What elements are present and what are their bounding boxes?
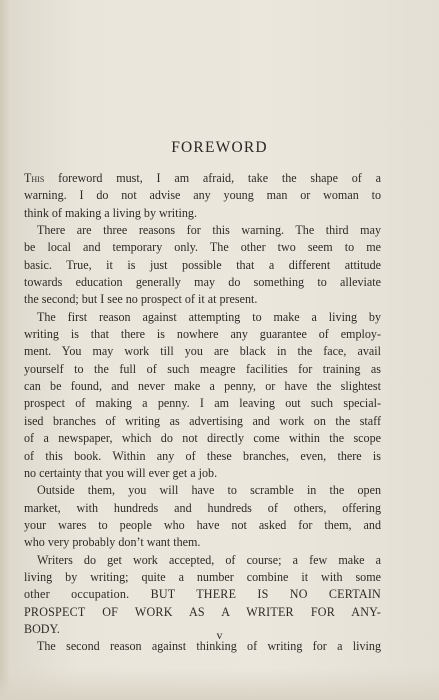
paragraph-2	[24, 222, 381, 309]
text-line: Outside them, you will have to scramble in the open	[37, 483, 381, 498]
text-line: other occupation. BUT THERE IS NO CERTAIN	[24, 587, 381, 602]
chapter-heading: FOREWORD	[171, 139, 268, 156]
paragraph-1	[24, 170, 381, 222]
text-line: writing is that there is nowhere any guarantee of employ-	[24, 327, 381, 342]
text-line: no certainty that you will ever get a job.	[24, 465, 218, 480]
page-gutter-shadow	[0, 0, 10, 700]
text-line: ment. You may work till you are black in the face, avail	[24, 344, 381, 359]
text-line: of this book. Within any of these branches, even, there is	[24, 448, 381, 463]
text-line: ised branches of writing as advertising and work on the staff	[24, 413, 381, 428]
paragraph-5	[24, 552, 381, 639]
text-line: The second reason against thinking of writing for a living	[37, 639, 381, 654]
text-line: of a newspaper, which do not directly come within the scope	[24, 431, 381, 446]
text-line: can be found, and never make a penny, or have the slightest	[24, 379, 381, 394]
text-line: who very probably don’t want them.	[24, 535, 201, 550]
text-line: prospect of making a penny. I am leaving out such special-	[24, 396, 381, 411]
text-line: warning. I do not advise any young man or woman to	[24, 188, 381, 203]
page-bottom-shadow	[0, 668, 439, 700]
page-number: v	[216, 628, 223, 642]
text-line: There are three reasons for this warning. The third may	[37, 223, 381, 238]
lead-word-small-caps: This	[24, 171, 45, 185]
text-line: towards education generally may do something to alleviate	[24, 275, 381, 290]
text-line: think of making a living by writing.	[24, 205, 197, 220]
text-line: PROSPECT OF WORK AS A WRITER FOR ANY-	[24, 604, 381, 619]
text-line: market, with hundreds and hundreds of others, offering	[24, 500, 381, 515]
text-line: The first reason against attempting to make a living by	[37, 309, 381, 324]
paragraph-3	[24, 309, 381, 482]
text-line: Writers do get work accepted, of course; a few make a	[37, 552, 381, 567]
text-line: your wares to people who have not asked for them, and	[24, 517, 381, 532]
foreword-body	[24, 170, 381, 656]
paragraph-4	[24, 482, 381, 551]
text-line: living by writing; quite a number combine it with some	[24, 569, 381, 584]
text-line-remainder: foreword must, I am afraid, take the shape of a	[44, 171, 381, 185]
text-line: yourself to the full of such meagre facilities for training as	[24, 361, 381, 376]
text-line	[24, 170, 381, 187]
text-line: BODY.	[24, 621, 60, 636]
text-line: basic. True, it is just possible that a different attitude	[24, 257, 381, 272]
text-line: the second; but I see no prospect of it at present.	[24, 292, 258, 307]
text-line: be local and temporary only. The other two seem to me	[24, 240, 381, 255]
